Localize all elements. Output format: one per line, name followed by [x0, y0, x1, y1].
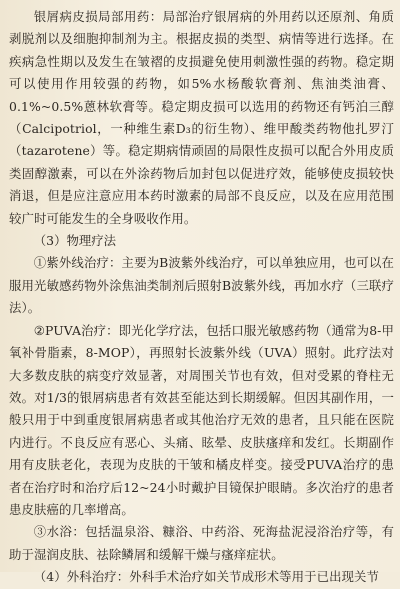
paragraph-topical-medication: 银屑病皮损局部用药：局部治疗银屑病的外用药以还原剂、角质剥脱剂以及细胞抑制剂为主。根据皮损的类型、病情等进行选择。在疾病急性期以及发生在皱褶的皮损避免使用刺激性强的药物。稳定期可以使用作用较强的药物，如5%水杨酸软膏剂、焦油类油膏、0.1%~0.5%蒽林软膏等。稳定期皮损可以选用的药物还有钙泊三醇（Calcipotriol，一种维生素D₃的衍生物）、维甲酸类药物他扎罗汀（tazarotene）等。稳定期病情顽固的局限性皮损可以配合外用皮质类固醇激素，可以在外涂药物后加封包以促进疗效，能够使皮损较快消退，但是应注意应用本药时激素的局部不良反应，以及在应用范围较广时可能发生的全身吸收作用。 [9, 9, 394, 226]
section-heading-physical-therapy: （3）物理疗法 [33, 233, 117, 249]
paragraph-uv-therapy: ①紫外线治疗：主要为B波紫外线治疗，可以单独应用，也可以在服用光敏感药物外涂焦油类制剂后照射B波紫外线，再加水疗（三联疗法）。 [9, 255, 394, 316]
paragraph-puva-therapy: ②PUVA治疗：即光化学疗法，包括口服光敏感药物（通常为8-甲氧补骨脂素，8-MOP），再照射长波紫外线（UVA）照射。此疗法对大多数皮肤的病变疗效显著，对周围关节也有效，但对受累的脊柱无效。对1/3的银屑病患者有效甚至能达到长期缓解。但因其副作用，一般只用于中到重度银屑病患者或其他治疗无效的患者，且只能在医院内进行。不良反应有恶心、头痛、眩晕、皮肤瘙痒和发红。长期副作用有皮肤老化，表现为皮肤的干皱和橘皮样变。接受PUVA治疗的患者在治疗时和治疗后12~24小时戴护目镜保护眼睛。多次治疗的患者患皮肤癌的几率增高。 [9, 322, 394, 517]
paragraph-bath-therapy: ③水浴：包括温泉浴、糠浴、中药浴、死海盐泥浸浴治疗等，有助于湿润皮肤、祛除鳞屑和缓解干燥与瘙痒症状。 [9, 524, 394, 562]
paragraph-surgical-treatment: （4）外科治疗：外科手术治疗如关节成形术等用于已出现关节 [33, 569, 380, 585]
